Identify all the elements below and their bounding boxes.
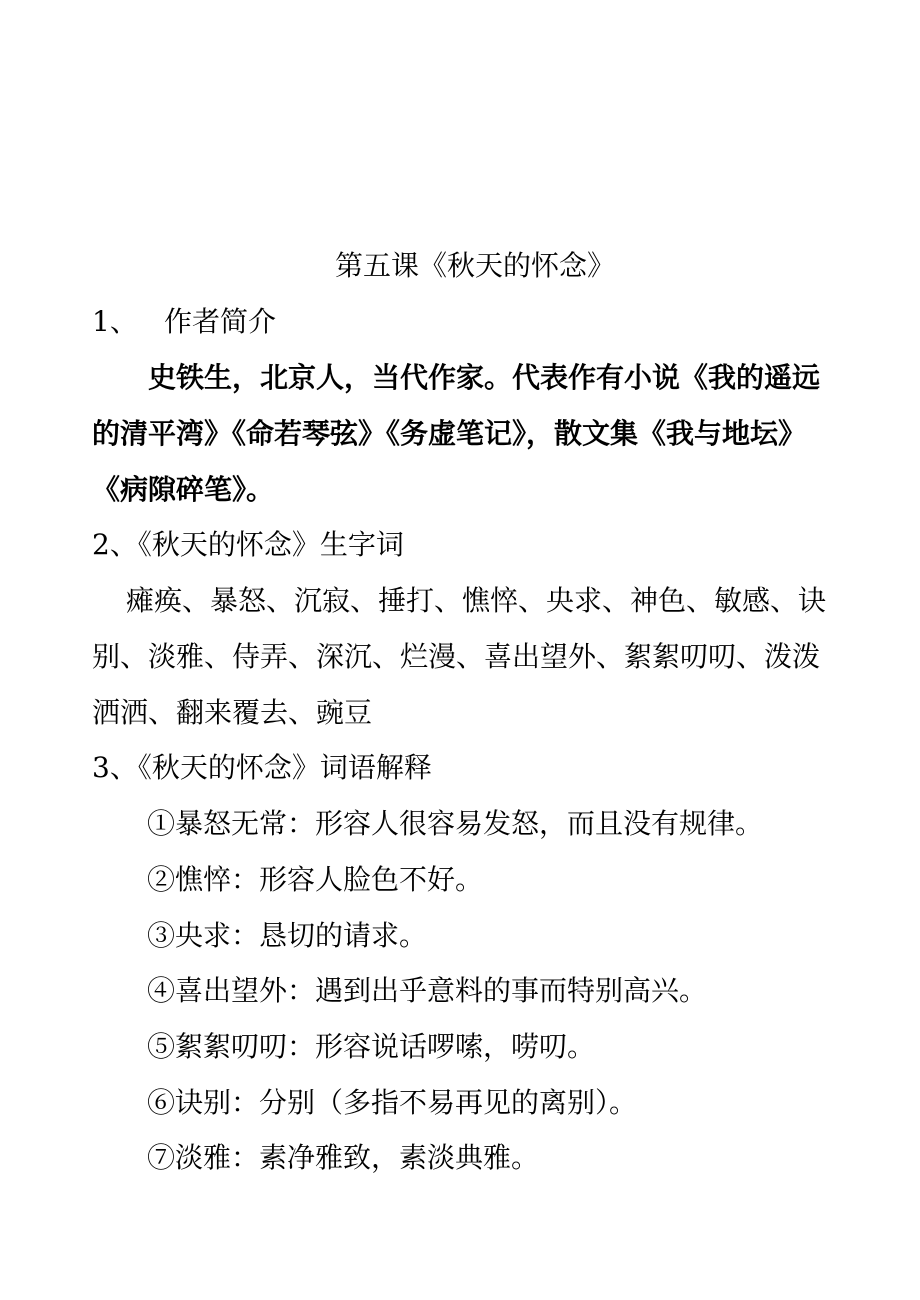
section1-heading: 作者简介 xyxy=(164,305,277,338)
definition-item: ②憔悴：形容人脸色不好。 xyxy=(147,863,484,896)
definition-item: ④喜出望外：遇到出乎意料的事而特别高兴。 xyxy=(147,974,708,1007)
vocab-line: 洒洒、翻来覆去、豌豆 xyxy=(92,696,373,729)
vocab-line: 瘫痪、暴怒、沉寂、捶打、憔悴、央求、神色、敏感、诀 xyxy=(126,584,827,617)
definition-item: ⑤絮絮叨叨：形容说话啰嗦，唠叨。 xyxy=(147,1030,596,1063)
definition-item: ⑦淡雅：素净雅致，素淡典雅。 xyxy=(147,1141,540,1174)
section3-heading: 3、《秋天的怀念》词语解释 xyxy=(92,751,432,784)
author-intro-line: 史铁生，北京人，当代作家。代表作有小说《我的遥远 xyxy=(148,361,821,394)
definition-item: ①暴怒无常：形容人很容易发怒，而且没有规律。 xyxy=(147,807,764,840)
author-intro-line: 的清平湾》《命若琴弦》《务虚笔记》，散文集《我与地坛》 xyxy=(92,417,807,450)
definition-item: ③央求：恳切的请求。 xyxy=(147,919,428,952)
document-title: 第五课《秋天的怀念》 xyxy=(334,249,615,282)
section2-heading: 2、《秋天的怀念》生字词 xyxy=(92,528,404,561)
vocab-line: 别、淡雅、侍弄、深沉、烂漫、喜出望外、絮絮叨叨、泼泼 xyxy=(92,640,821,673)
section1-number: 1、 xyxy=(92,305,138,338)
section1-header xyxy=(92,294,276,350)
definition-item: ⑥诀别：分别（多指不易再见的离别）。 xyxy=(147,1086,638,1119)
author-intro-line: 《病隙碎笔》。 xyxy=(92,473,275,506)
